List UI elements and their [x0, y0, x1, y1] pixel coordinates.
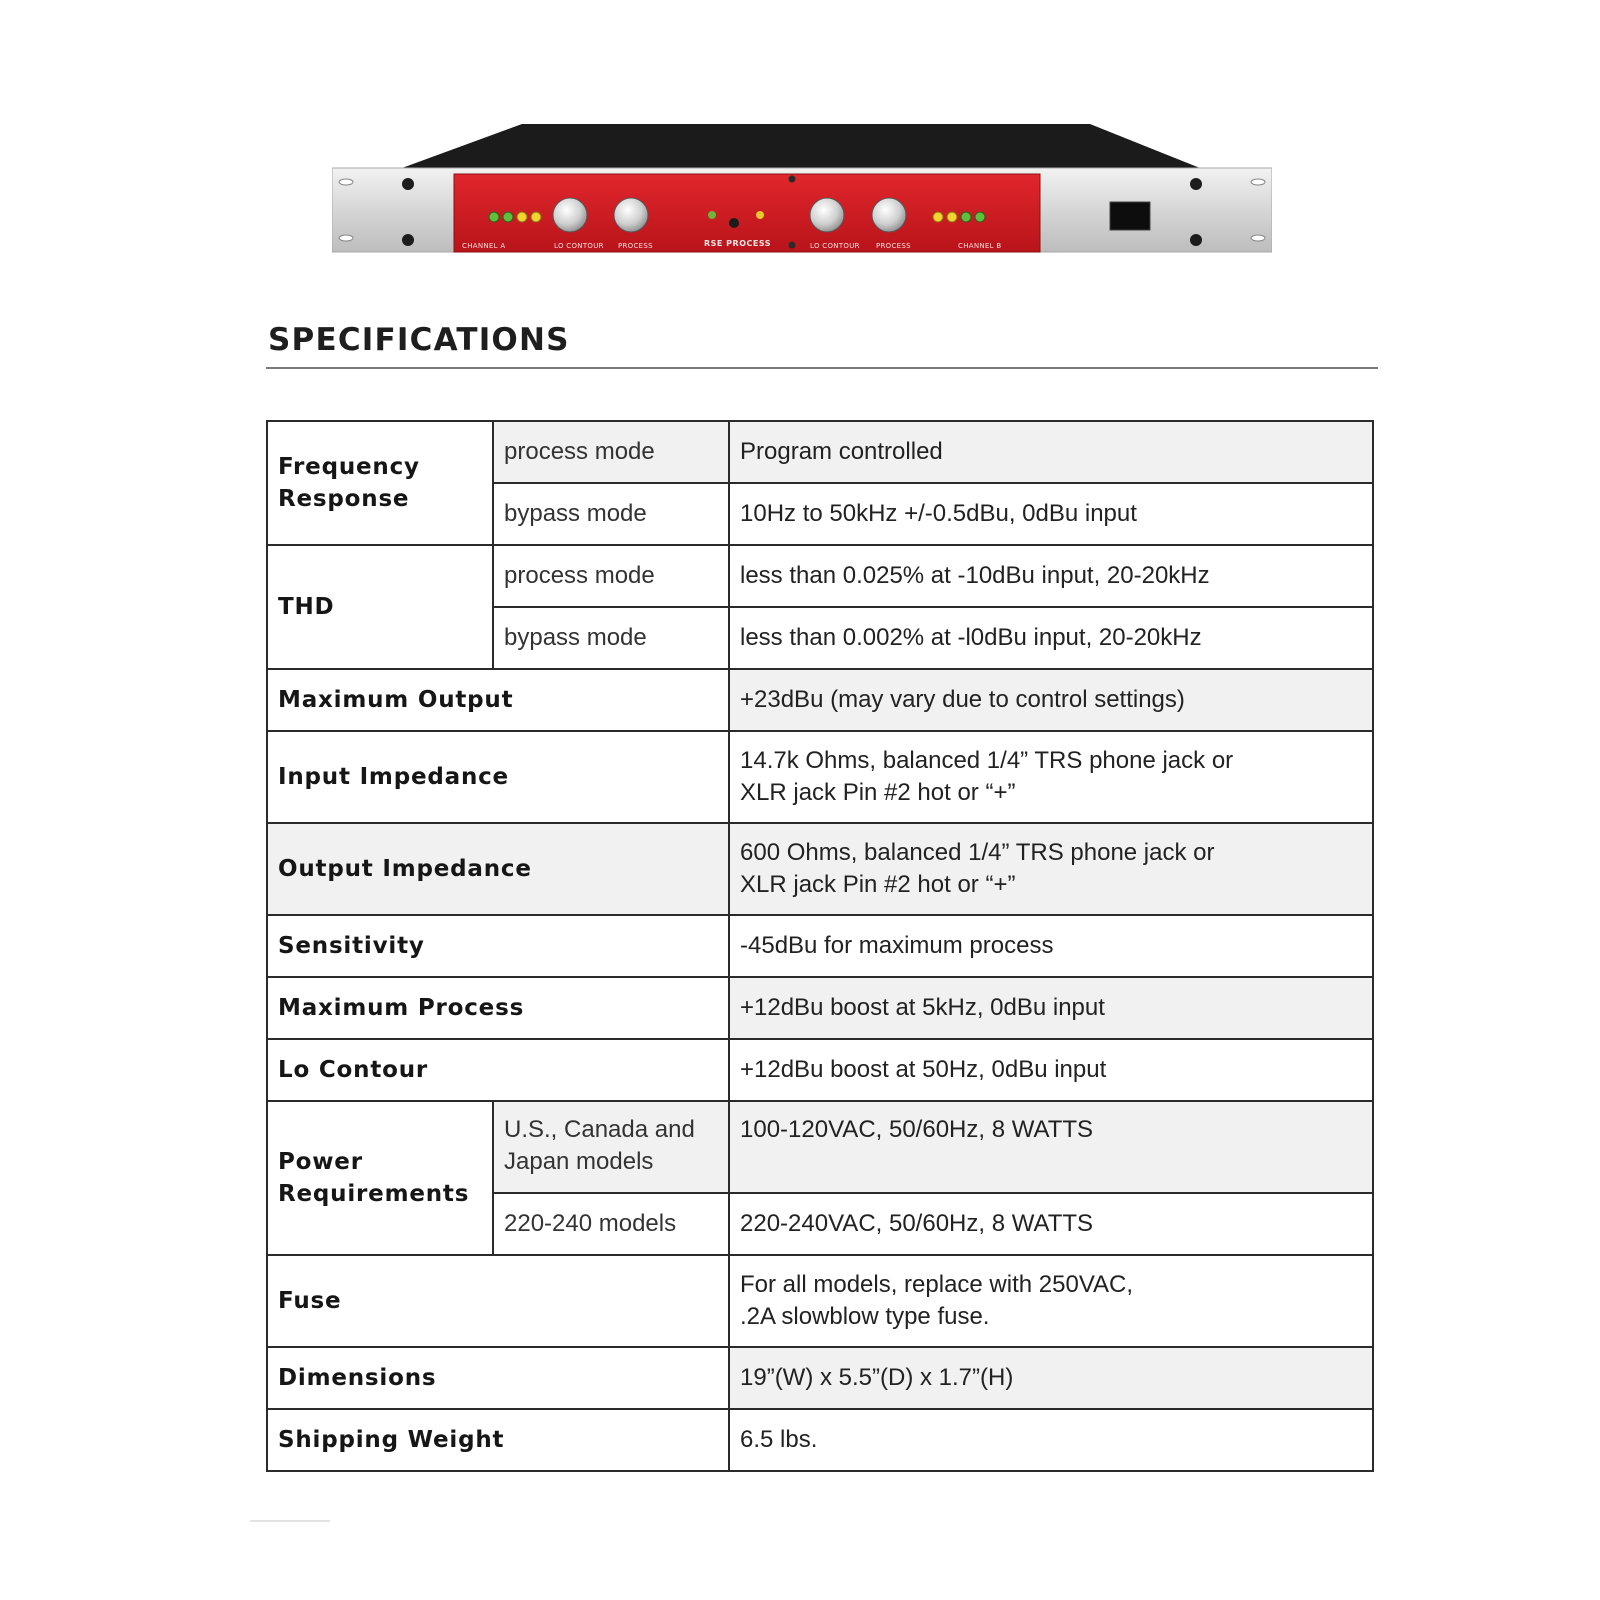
spec-sublabel-line: U.S., Canada and	[504, 1116, 695, 1143]
spec-value	[729, 1255, 1373, 1347]
bypass-button	[729, 218, 739, 228]
spec-label-shipping-weight: Shipping Weight	[267, 1409, 729, 1471]
scan-mark	[250, 1520, 330, 1522]
knob-process-b	[872, 198, 906, 232]
screw	[402, 234, 414, 246]
spec-value-line: 14.7k Ohms, balanced 1/4” TRS phone jack or	[740, 747, 1234, 774]
spec-label-lo-contour: Lo Contour	[267, 1039, 729, 1101]
spec-value-line: .2A slowblow type fuse.	[740, 1303, 990, 1330]
spec-sublabel-line: Japan models	[504, 1148, 654, 1175]
spec-label-sensitivity: Sensitivity	[267, 915, 729, 977]
screw	[1190, 178, 1202, 190]
spec-sublabel: 220-240 models	[493, 1193, 729, 1255]
spec-value-line: For all models, replace with 250VAC,	[740, 1271, 1134, 1298]
spec-label-dimensions: Dimensions	[267, 1347, 729, 1409]
table-row	[267, 1409, 1373, 1471]
spec-value-line: 600 Ohms, balanced 1/4” TRS phone jack or	[740, 839, 1215, 866]
spec-value: +12dBu boost at 5kHz, 0dBu input	[729, 977, 1373, 1039]
knob-label: LO CONTOUR	[810, 242, 860, 250]
knob-process-a	[614, 198, 648, 232]
spec-value: 10Hz to 50kHz +/-0.5dBu, 0dBu input	[729, 483, 1373, 545]
spec-sublabel: process mode	[493, 545, 729, 607]
spec-value: Program controlled	[729, 421, 1373, 483]
power-switch	[1110, 202, 1150, 230]
spec-label-frequency-response: Frequency Response	[267, 421, 493, 545]
title-divider	[266, 367, 1378, 369]
spec-value: less than 0.025% at -10dBu input, 20-20kHz	[729, 545, 1373, 607]
spec-sublabel: process mode	[493, 421, 729, 483]
table-row	[267, 1101, 1373, 1193]
spec-value: -45dBu for maximum process	[729, 915, 1373, 977]
led-green	[489, 212, 499, 222]
table-row	[267, 421, 1373, 483]
panel-screw	[789, 242, 796, 249]
channel-b-label: CHANNEL B	[958, 242, 1002, 250]
table-row	[267, 731, 1373, 823]
table-row	[267, 823, 1373, 915]
rack-slot	[1251, 235, 1265, 241]
specifications-table	[266, 420, 1374, 1472]
rack-slot	[339, 235, 353, 241]
spec-label-maximum-process: Maximum Process	[267, 977, 729, 1039]
led-yellow	[531, 212, 541, 222]
spec-label-fuse: Fuse	[267, 1255, 729, 1347]
page-title: SPECIFICATIONS	[268, 322, 570, 358]
spec-value: +23dBu (may vary due to control settings)	[729, 669, 1373, 731]
led-yellow	[947, 212, 957, 222]
spec-label-thd: THD	[267, 545, 493, 669]
spec-value: 220-240VAC, 50/60Hz, 8 WATTS	[729, 1193, 1373, 1255]
spec-label-output-impedance: Output Impedance	[267, 823, 729, 915]
led-green	[708, 211, 716, 219]
rack-slot	[339, 179, 353, 185]
table-row	[267, 1255, 1373, 1347]
center-label: RSE PROCESS	[704, 239, 771, 248]
spec-label-power-requirements: Power Requirements	[267, 1101, 493, 1255]
spec-value	[729, 731, 1373, 823]
spec-label-maximum-output: Maximum Output	[267, 669, 729, 731]
spec-value: +12dBu boost at 50Hz, 0dBu input	[729, 1039, 1373, 1101]
knob-lo-contour-a	[553, 198, 587, 232]
chassis-top	[402, 124, 1200, 168]
screw	[402, 178, 414, 190]
product-image-rack-unit	[332, 124, 1272, 264]
spec-label-input-impedance: Input Impedance	[267, 731, 729, 823]
spec-sublabel: bypass mode	[493, 607, 729, 669]
knob-label: PROCESS	[876, 242, 911, 250]
spec-value-line: XLR jack Pin #2 hot or “+”	[740, 779, 1016, 806]
led-yellow	[933, 212, 943, 222]
panel-screw	[789, 176, 796, 183]
spec-sublabel: bypass mode	[493, 483, 729, 545]
spec-value	[729, 823, 1373, 915]
spec-value-line: XLR jack Pin #2 hot or “+”	[740, 871, 1016, 898]
spec-sublabel	[493, 1101, 729, 1193]
knob-lo-contour-b	[810, 198, 844, 232]
spec-value: less than 0.002% at -l0dBu input, 20-20kHz	[729, 607, 1373, 669]
knob-label: LO CONTOUR	[554, 242, 604, 250]
table-row	[267, 915, 1373, 977]
spec-value: 6.5 lbs.	[729, 1409, 1373, 1471]
spec-value: 100-120VAC, 50/60Hz, 8 WATTS	[729, 1101, 1373, 1193]
channel-a-label: CHANNEL A	[462, 242, 506, 250]
led-yellow	[517, 212, 527, 222]
knob-label: PROCESS	[618, 242, 653, 250]
rack-slot	[1251, 179, 1265, 185]
table-row	[267, 977, 1373, 1039]
screw	[1190, 234, 1202, 246]
led-green	[961, 212, 971, 222]
led-green	[975, 212, 985, 222]
table-row	[267, 669, 1373, 731]
table-row	[267, 1347, 1373, 1409]
led-yellow	[756, 211, 764, 219]
spec-value: 19”(W) x 5.5”(D) x 1.7”(H)	[729, 1347, 1373, 1409]
table-row	[267, 545, 1373, 607]
led-green	[503, 212, 513, 222]
table-row	[267, 1039, 1373, 1101]
